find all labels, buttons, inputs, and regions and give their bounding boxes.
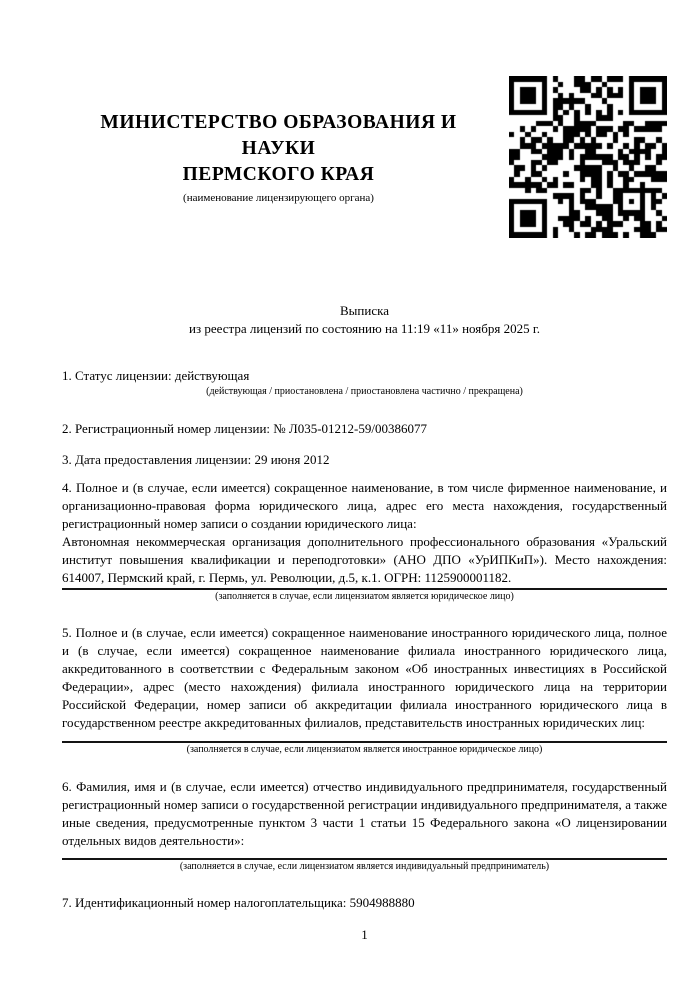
licensing-authority-block: [62, 110, 509, 205]
document-header: [62, 76, 667, 238]
item-1-license-status: 1. Статус лицензии: действующая: [62, 368, 250, 383]
item-4-label: 4. Полное и (в случае, если имеется) сокращенное наименование, в том числе фирменное наименование, и организационно-правовая форма юридического лица, адрес его места нахождения, государственный регистрационный номер записи о создании юридического лица:: [62, 480, 667, 531]
document-title: [62, 302, 667, 338]
document-title-line2: из реестра лицензий по состоянию на 11:19 «11» ноября 2025 г.: [189, 321, 540, 336]
licensing-authority-name-line1: МИНИСТЕРСТВО ОБРАЗОВАНИЯ И НАУКИ: [100, 111, 457, 159]
qr-code-container: [509, 76, 667, 238]
document-body: [62, 367, 667, 944]
page-number: 1: [361, 927, 368, 942]
qr-code: [509, 76, 667, 238]
item-4-value: Автономная некоммерческая организация дополнительного профессионального образования «Уральский институт повышения квалификации и переподготовки» (АНО ДПО «УрИПКиП»). Место нахождения: 614007, Пермский край, г. Пермь, ул. Революции, д.5, к.1. ОГРН: 1125900001182.: [62, 534, 667, 585]
item-2-registration-number: 2. Регистрационный номер лицензии: № Л035-01212-59/00386077: [62, 421, 428, 436]
item-1-caption: (действующая / приостановлена / приостановлена частично / прекращена): [206, 386, 523, 397]
licensing-authority-caption: (наименование лицензирующего органа): [183, 191, 374, 204]
document-title-line1: Выписка: [340, 303, 389, 318]
licensing-authority-name-line2: ПЕРМСКОГО КРАЯ: [182, 163, 375, 185]
item-5-foreign-entity: 5. Полное и (в случае, если имеется) сокращенное наименование иностранного юридического лица, полное и (в случае, если имеется) сокращенное наименование филиала иностранного юридического лица, аккредитованного в соответствии с Федеральным законом «Об иностранных инвестициях в Российской Федерации», адрес (место нахождения) филиала иностранного юридического лица на территории Российской Федерации, номер записи об аккредитации филиала иностранного юридического лица в государственном реестре аккредитованных филиалов, представительств иностранных юридических лиц:: [62, 625, 667, 730]
item-3-grant-date: 3. Дата предоставления лицензии: 29 июня 2012: [62, 452, 330, 467]
item-4-legal-entity: [62, 479, 667, 587]
item-6-caption: (заполняется в случае, если лицензиатом является индивидуальный предприниматель): [179, 861, 550, 872]
item-4-caption: (заполняется в случае, если лицензиатом является юридическое лицо): [215, 591, 514, 602]
item-6-individual-entrepreneur: 6. Фамилия, имя и (в случае, если имеется) отчество индивидуального предпринимателя, государственный регистрационный номер записи о государственной регистрации индивидуального предпринимателя, а также иные сведения, предусмотренные пунктом 3 части 1 статьи 15 Федерального закона «О лицензировании отдельных видов деятельности»:: [62, 779, 667, 848]
item-7-taxpayer-number: 7. Идентификационный номер налогоплательщика: 5904988880: [62, 895, 415, 910]
licensing-authority-name: [62, 110, 495, 188]
item-5-caption: (заполняется в случае, если лицензиатом является иностранное юридическое лицо): [186, 744, 543, 755]
